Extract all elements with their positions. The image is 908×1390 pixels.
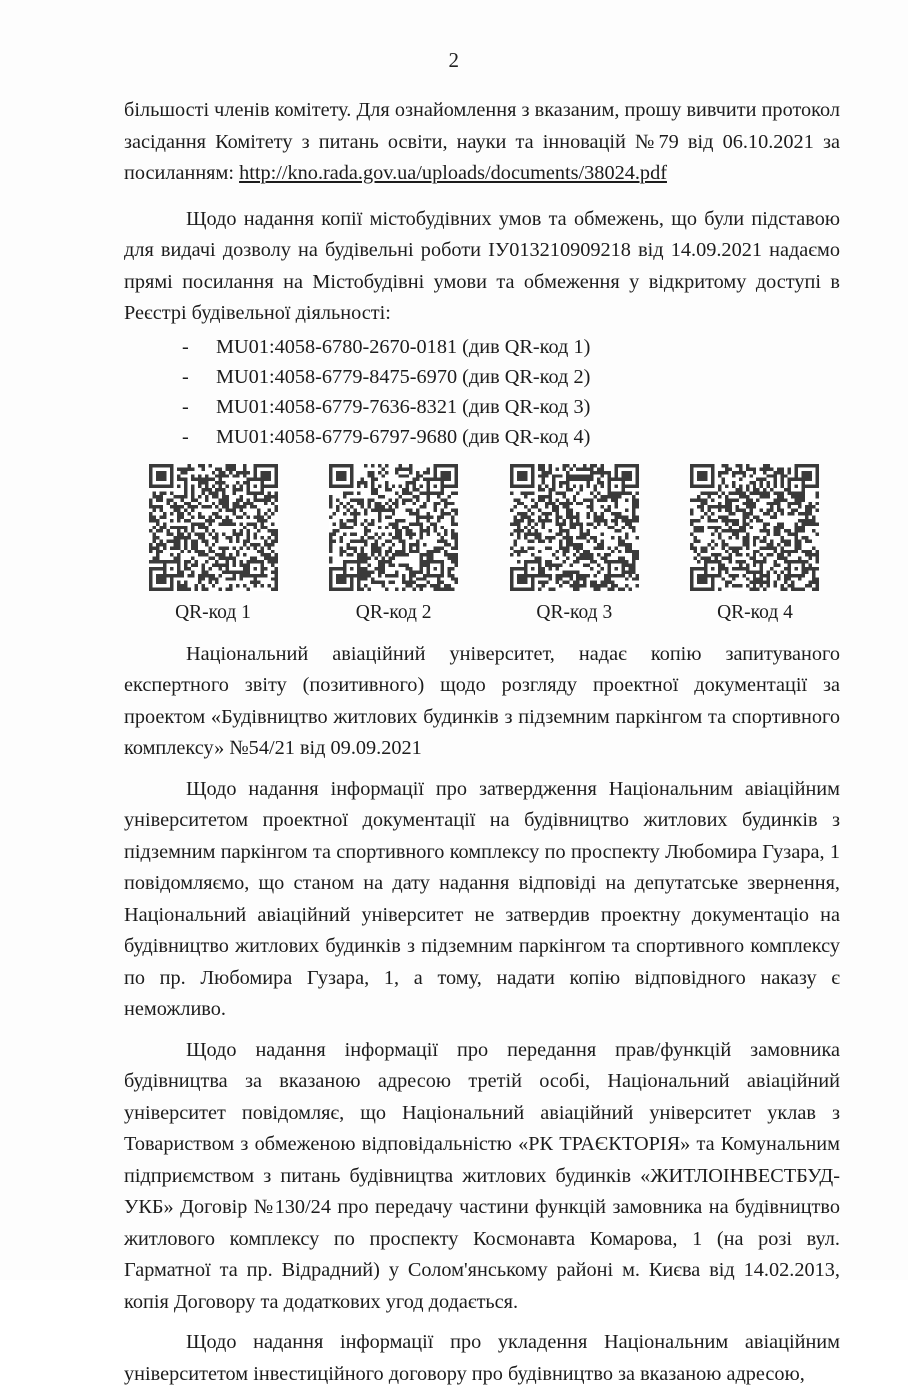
list-item-label: MU01:4058-6780-2670-0181 (див QR-код 1) bbox=[216, 335, 591, 358]
qr-code-cell bbox=[319, 464, 469, 625]
page-number: 2 bbox=[448, 48, 460, 72]
qr-code-row bbox=[138, 464, 840, 625]
list-item-label: MU01:4058-6779-7636-8321 (див QR-код 3) bbox=[216, 395, 591, 418]
paragraph-urban-conditions: Щодо надання копії містобудівних умов та обмежень, що були підставою для видачі дозволу на будівельні роботи ІУ013210909218 від 14.09.2021 надаємо прямі посилання на Містобудівні умови та обмеження у відкритому доступі в Реєстрі будівельної діяльності: bbox=[124, 207, 840, 324]
qr-code-caption: QR-код 2 bbox=[355, 601, 432, 623]
paragraph-text: більшості членів комітету. Для ознайомлення з вказаним, прошу вивчити протокол засідання Комітету з питань освіти, науки та інновацій №79 від 06.10.2021 за посиланням: bbox=[124, 99, 840, 184]
paragraph-project-approval: Щодо надання інформації про затвердження Національним авіаційним університетом проектної документації на будівництво житлових будинків з підземним паркінгом та спортивного комплексу по проспекту Любомира Гузара, 1 повідомляємо, що станом на дату надання відповіді на депутатське звернення, Національний авіаційний університет не затвердив проектну документаціо на будівництво житлових будинків з підземним паркінгом та спортивного комплексу по пр. Любомира Гузара, 1, а тому, надати копію відповідного наказу є неможливо. bbox=[124, 777, 840, 1020]
qr-code-cell bbox=[499, 464, 649, 625]
list-item-label: MU01:4058-6779-8475-6970 (див QR-код 2) bbox=[216, 365, 591, 388]
list-bullet-dash: - bbox=[182, 425, 189, 448]
protocol-link[interactable]: http://kno.rada.gov.ua/uploads/documents/38024.pdf bbox=[239, 162, 667, 184]
spacer bbox=[124, 1318, 840, 1327]
qr-code-cell bbox=[680, 464, 830, 625]
spacer bbox=[124, 765, 840, 774]
list-item-label: MU01:4058-6779-6797-9680 (див QR-код 4) bbox=[216, 425, 591, 448]
list-item bbox=[182, 422, 840, 452]
list-item bbox=[182, 392, 840, 422]
list-item bbox=[182, 362, 840, 392]
paragraph-continuation bbox=[124, 95, 840, 190]
paragraph-rights-transfer: Щодо надання інформації про передання прав/функцій замовника будівництва за вказаною адресою третій особі, Національний авіаційний університет повідомляє, що Національний авіаційний університет уклав з Товариством з обмеженою відповідальністю «РК ТРАЄКТОРІЯ» та Комунальним підприємством з питань будівництва житлових будинків «ЖИТЛОІНВЕСТБУД-УКБ» Договір №130/24 про передачу частини функцій замовника на будівництво житлового комплексу по проспекту Космонавта Комарова, 1 (на розі вул. Гарматної та пр. Відрадний) у Солом'янському районі м. Києва від 14.02.2013, копія Договору та додаткових угод додається. bbox=[124, 1038, 840, 1313]
qr-code-cell bbox=[138, 464, 288, 625]
qr-code-image bbox=[690, 464, 819, 591]
paragraph-expert-report: Національний авіаційний університет, надає копію запитуваного експертного звіту (позитивного) щодо розгляду проектної документації за проектом «Будівництво житлових будинків з підземним паркінгом та спортивного комплексу» №54/21 від 09.09.2021 bbox=[124, 642, 840, 759]
spacer bbox=[124, 190, 840, 204]
qr-code-caption: QR-код 1 bbox=[175, 601, 251, 623]
paragraph-investment-contract: Щодо надання інформації про укладення Національним авіаційним університетом інвестиційного договору про будівництво за вказаною адресою, bbox=[124, 1331, 840, 1385]
list-bullet-dash: - bbox=[182, 335, 189, 358]
list-bullet-dash: - bbox=[182, 395, 189, 418]
qr-code-image bbox=[510, 464, 639, 591]
list-item bbox=[182, 332, 840, 362]
spacer bbox=[124, 1026, 840, 1035]
qr-code-caption: QR-код 4 bbox=[717, 601, 793, 623]
mu-code-list bbox=[124, 332, 840, 452]
qr-code-caption: QR-код 3 bbox=[536, 601, 613, 623]
qr-code-image bbox=[149, 464, 278, 591]
qr-code-image bbox=[329, 464, 458, 591]
spacer bbox=[124, 625, 840, 639]
list-bullet-dash: - bbox=[182, 365, 189, 388]
